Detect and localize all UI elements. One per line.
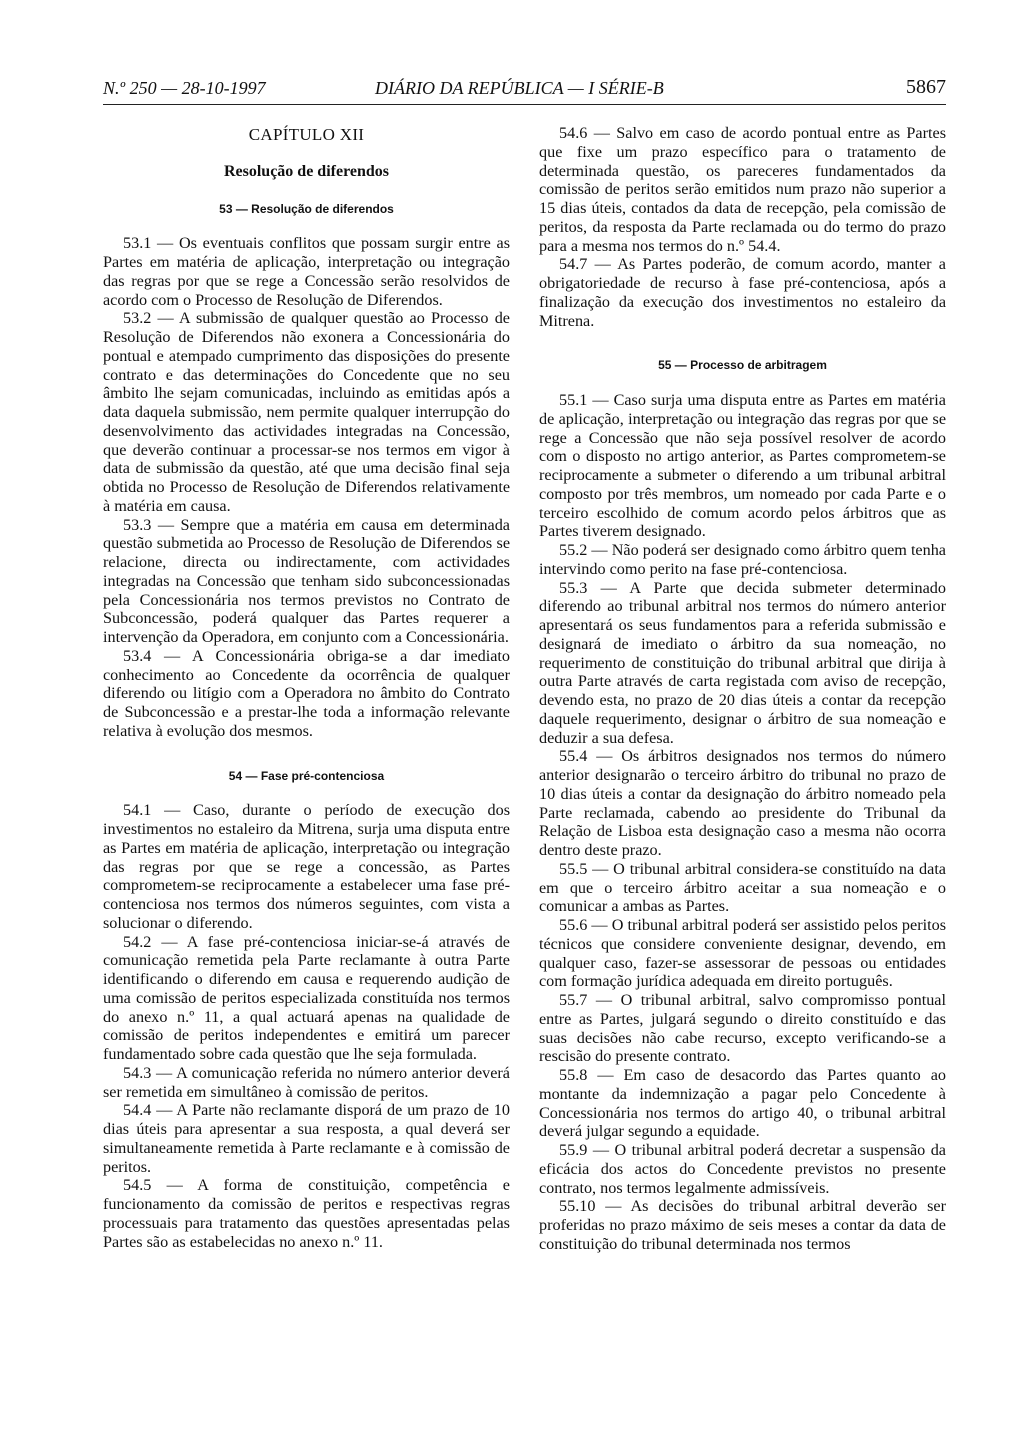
section-heading-55: 55 — Processo de arbitragem: [658, 358, 827, 373]
section-heading-54: 54 — Fase pré-contenciosa: [228, 768, 385, 783]
paragraph-55-7: 55.7 — O tribunal arbitral, salvo compromisso pontual entre as Partes, julgará segundo o direito constituído e das suas decisões não cabe recurso, excepto verificando-se a rescisão do presente contrato.: [539, 991, 946, 1066]
paragraph-55-3: 55.3 — A Parte que decida submeter determinado diferendo ao tribunal arbitral nos termos do número anterior apresentará os seus fundamentos para a referida submissão e designará de imediato o árbitro da sua nomeação, no requerimento de constituição do tribunal arbitral que dirija à outra Parte através de carta registada com aviso de recepção, devendo esta, no prazo de 20 dias úteis a contar da recepção daquele requerimento, designar o árbitro de sua nomeação e deduzir a sua defesa.: [539, 578, 946, 747]
paragraph-54-1: 54.1 — Caso, durante o período de execução dos investimentos no estaleiro da Mitrena, surja uma disputa entre as Partes em matéria de aplicação, interpretação ou integração das regras por que se rege a concessão, as Partes comprometem-se reciprocamente a estabelecer uma fase pré-contenciosa nos termos dos números seguintes, com vista a solucionar o diferendo.: [103, 801, 510, 932]
paragraph-53-3: 53.3 — Sempre que a matéria em causa em determinada questão submetida ao Processo de Resolução de Diferendos se relacione, directa ou indirectamente, com actividades integradas na Concessão que tenham sido subconcessionadas pela Concessionária nos termos previstos no Contrato de Subconcessão, poderá qualquer das Partes requerer a intervenção da Operadora, em conjunto com a Concessionária.: [103, 515, 510, 646]
left-column: [103, 124, 510, 1251]
paragraph-54-5: 54.5 — A forma de constituição, competência e funcionamento da comissão de peritos e respectivas regras processuais para tratamento das questões apresentadas pelas Partes são as estabelecidas no anexo n.º 11.: [103, 1176, 510, 1251]
paragraph-54-2: 54.2 — A fase pré-contenciosa iniciar-se-á através de comunicação remetida pela Parte reclamante à outra Parte identificando o diferendo em causa e requerendo audição de uma comissão de peritos especializada constituída nos termos do anexo n.º 11, a qual actuará apenas na qualidade de comissão de peritos independentes e emitirá um parecer fundamentado sobre cada questão que lhe seja formulada.: [103, 932, 510, 1063]
paragraph-53-1: 53.1 — Os eventuais conflitos que possam surgir entre as Partes em matéria de aplicação, interpretação ou integração das regras por que se rege a Concessão serão resolvidos de acordo com o Processo de Resolução de Diferendos.: [103, 234, 510, 309]
paragraph-55-8: 55.8 — Em caso de desacordo das Partes quanto ao montante da indemnização a pagar pelo Concedente à Concessionária nos termos do artigo 40, o tribunal arbitral deverá julgar segundo a equidade.: [539, 1066, 946, 1141]
paragraph-54-4: 54.4 — A Parte não reclamante disporá de um prazo de 10 dias úteis para apresentar a sua resposta, a qual deverá ser simultaneamente remetida à Parte reclamante e à comissão de peritos.: [103, 1101, 510, 1176]
paragraph-55-9: 55.9 — O tribunal arbitral poderá decretar a suspensão da eficácia dos actos do Concedente previstos no presente contrato, nos termos legalmente admissíveis.: [539, 1141, 946, 1197]
paragraph-53-2: 53.2 — A submissão de qualquer questão ao Processo de Resolução de Diferendos não exonera a Concessionária do pontual e atempado cumprimento das disposições do presente contrato e das determinações do Concedente que no seu âmbito lhe sejam comunicadas, incluindo as emitidas após a data daquela submissão, nem permite qualquer interrupção do desenvolvimento das actividades integradas na Concessão, que deverão continuar a processar-se nos termos em vigor à data de submissão da questão, até que uma decisão final seja obtida no Processo de Resolução de Diferendos relativamente à matéria em causa.: [103, 309, 510, 515]
paragraph-55-5: 55.5 — O tribunal arbitral considera-se constituído na data em que o terceiro árbitro aceitar a sua nomeação e o comunicar a ambas as Partes.: [539, 859, 946, 916]
journal-title: DIÁRIO DA REPÚBLICA — I SÉRIE-B: [375, 78, 664, 98]
paragraph-55-1: 55.1 — Caso surja uma disputa entre as Partes em matéria de aplicação, interpretação ou integração das regras por que se rege a Concessão que não seja possível resolver de acordo com o disposto no artigo anterior, as Partes comprometem-se reciprocamente a submeter o diferendo a um tribunal arbitral composto por três membros, um nomeado por cada Parte e o terceiro escolhido de comum acordo pelos árbitros que as Partes tiverem designado.: [539, 391, 946, 541]
paragraph-55-6: 55.6 — O tribunal arbitral poderá ser assistido pelos peritos técnicos que considere conveniente designar, devendo, em qualquer caso, fazer-se assessorar de pessoas ou entidades com formação jurídica adequada em direito português.: [539, 916, 946, 991]
right-column: [539, 124, 946, 1254]
chapter-title: Resolução de diferendos: [223, 162, 390, 180]
paragraph-53-4: 53.4 — A Concessionária obriga-se a dar imediato conhecimento ao Concedente da ocorrência de qualquer diferendo ou litígio com a Operadora no âmbito do Contrato de Subconcessão e a prestar-lhe toda a informação relevante relativa à evolução dos mesmos.: [103, 646, 510, 740]
header-rule: [103, 104, 946, 105]
chapter-heading: CAPÍTULO XII: [248, 125, 365, 144]
page-number: 5867: [906, 76, 946, 98]
page-header: [103, 78, 946, 104]
paragraph-54-7: 54.7 — As Partes poderão, de comum acordo, manter a obrigatoriedade de recurso à fase pré-contenciosa, após a finalização da execução dos investimentos no estaleiro da Mitrena.: [539, 255, 946, 330]
paragraph-54-6: 54.6 — Salvo em caso de acordo pontual entre as Partes que fixe um prazo específico para o tratamento de determinada questão, os pareceres fundamentados da comissão de peritos serão emitidos num prazo não superior a 15 dias úteis, contados da data de recepção, pela comissão de peritos, da resposta da Parte reclamada ou do termo do prazo para a mesma nos termos do n.º 54.4.: [539, 124, 946, 255]
paragraph-55-2: 55.2 — Não poderá ser designado como árbitro quem tenha intervindo como perito na fase pré-contenciosa.: [539, 541, 946, 578]
paragraph-55-4: 55.4 — Os árbitros designados nos termos do número anterior designarão o terceiro árbitro do tribunal no prazo de 10 dias úteis a contar da designação do árbitro nomeado pela Parte reclamada, cabendo ao presidente do Tribunal da Relação de Lisboa esta designação caso a mesma não ocorra dentro deste prazo.: [539, 747, 946, 859]
issue-number-date: N.º 250 — 28-10-1997: [103, 78, 266, 98]
paragraph-55-10: 55.10 — As decisões do tribunal arbitral deverão ser proferidas no prazo máximo de seis meses a contar da data de constituição do tribunal determinada nos termos: [539, 1197, 946, 1253]
paragraph-54-3: 54.3 — A comunicação referida no número anterior deverá ser remetida em simultâneo à comissão de peritos.: [103, 1063, 510, 1101]
section-heading-53: 53 — Resolução de diferendos: [219, 201, 394, 216]
